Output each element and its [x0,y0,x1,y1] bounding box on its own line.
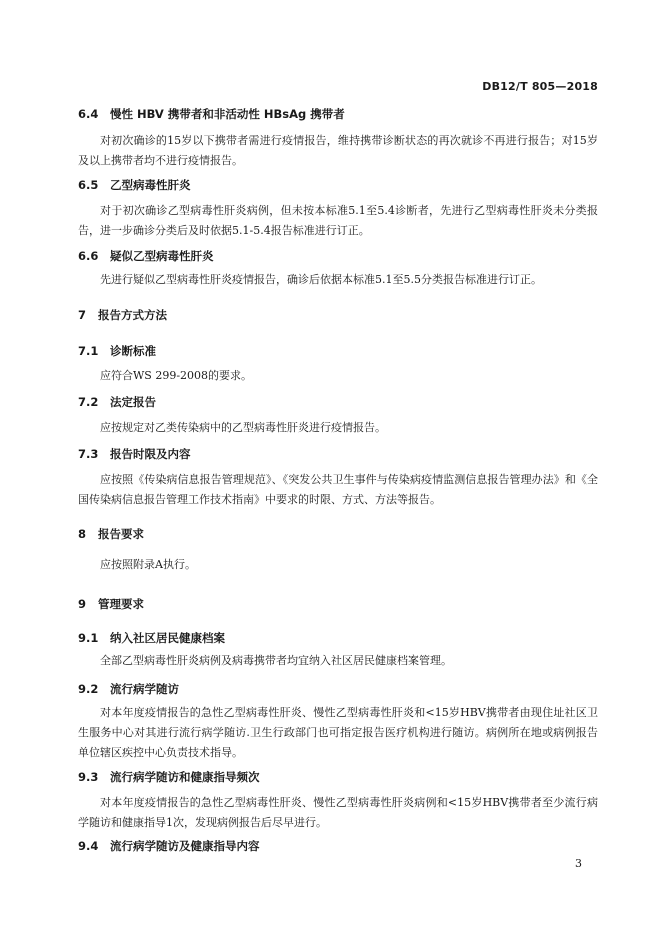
section-paragraph-9-3: 对本年度疫情报告的急性乙型病毒性肝炎、慢性乙型病毒性肝炎病例和<15岁HBV携带者至少流行病学随访和健康指导1次，发现病例报告后尽早进行。 [78,796,598,829]
document-code: DB12/T 805—2018 [482,80,598,93]
section-heading-9-1 [78,630,225,646]
section-heading-7 [78,307,167,323]
section-paragraph-9-2: 对本年度疫情报告的急性乙型病毒性肝炎、慢性乙型病毒性肝炎和<15岁HBV携带者由现住址社区卫生服务中心对其进行流行病学随访.卫生行政部门也可指定报告医疗机构进行随访。病例所在地或病例报告单位辖区疾控中心负责技术指导。 [78,706,598,759]
section-heading-6-5 [78,177,191,193]
section-title: 流行病学随访和健康指导频次 [110,770,260,784]
section-paragraph-7-1: 应符合WS 299-2008的要求。 [100,369,253,382]
section-title: 报告方式方法 [98,308,167,322]
section-title: 疑似乙型病毒性肝炎 [110,249,214,263]
section-title: 纳入社区居民健康档案 [110,631,225,645]
section-title: 乙型病毒性肝炎 [110,178,191,192]
section-heading-7-3 [78,446,191,462]
section-title: 报告时限及内容 [110,447,191,461]
section-paragraph-6-4: 对初次确诊的15岁以下携带者需进行疫情报告，维持携带诊断状态的再次就诊不再进行报告；对15岁及以上携带者均不进行疫情报告。 [78,134,598,167]
section-number: 8 [78,527,87,541]
section-number: 7 [78,308,87,322]
section-title: 流行病学随访及健康指导内容 [110,839,260,853]
section-title: 慢性 HBV 携带者和非活动性 HBsAg 携带者 [110,107,345,121]
section-paragraph-7-2: 应按规定对乙类传染病中的乙型病毒性肝炎进行疫情报告。 [100,421,386,434]
section-title: 诊断标准 [110,344,156,358]
section-number: 9 [78,597,87,611]
section-heading-9-2 [78,681,179,697]
section-paragraph-8: 应按照附录A执行。 [100,558,196,571]
section-heading-6-4 [78,106,345,122]
section-number: 7.3 [78,447,99,461]
section-number: 6.6 [78,249,99,263]
section-paragraph-7-3: 应按照《传染病信息报告管理规范》、《突发公共卫生事件与传染病疫情监测信息报告管理办法》和《全国传染病信息报告管理工作技术指南》中要求的时限、方式、方法等报告。 [78,473,598,506]
section-title: 法定报告 [110,395,156,409]
section-heading-7-1 [78,343,156,359]
section-paragraph-6-6: 先进行疑似乙型病毒性肝炎疫情报告，确诊后依据本标准5.1至5.5分类报告标准进行订正。 [100,273,542,286]
section-number: 6.5 [78,178,99,192]
section-number: 9.4 [78,839,99,853]
page-number: 3 [575,857,582,870]
section-heading-7-2 [78,394,156,410]
section-heading-6-6 [78,248,214,264]
section-number: 7.2 [78,395,99,409]
section-heading-8 [78,526,144,542]
section-heading-9-3 [78,769,260,785]
section-number: 9.2 [78,682,99,696]
section-number: 9.1 [78,631,99,645]
section-paragraph-6-5: 对于初次确诊乙型病毒性肝炎病例，但未按本标准5.1至5.4诊断者，先进行乙型病毒性肝炎未分类报告，进一步确诊分类后及时依据5.1-5.4报告标准进行订正。 [78,204,598,237]
section-title: 流行病学随访 [110,682,179,696]
section-title: 报告要求 [98,527,144,541]
section-heading-9 [78,596,144,612]
section-paragraph-9-1: 全部乙型病毒性肝炎病例及病毒携带者均宜纳入社区居民健康档案管理。 [100,654,452,667]
section-number: 7.1 [78,344,99,358]
section-title: 管理要求 [98,597,144,611]
section-number: 9.3 [78,770,99,784]
section-heading-9-4 [78,838,260,854]
section-number: 6.4 [78,107,99,121]
